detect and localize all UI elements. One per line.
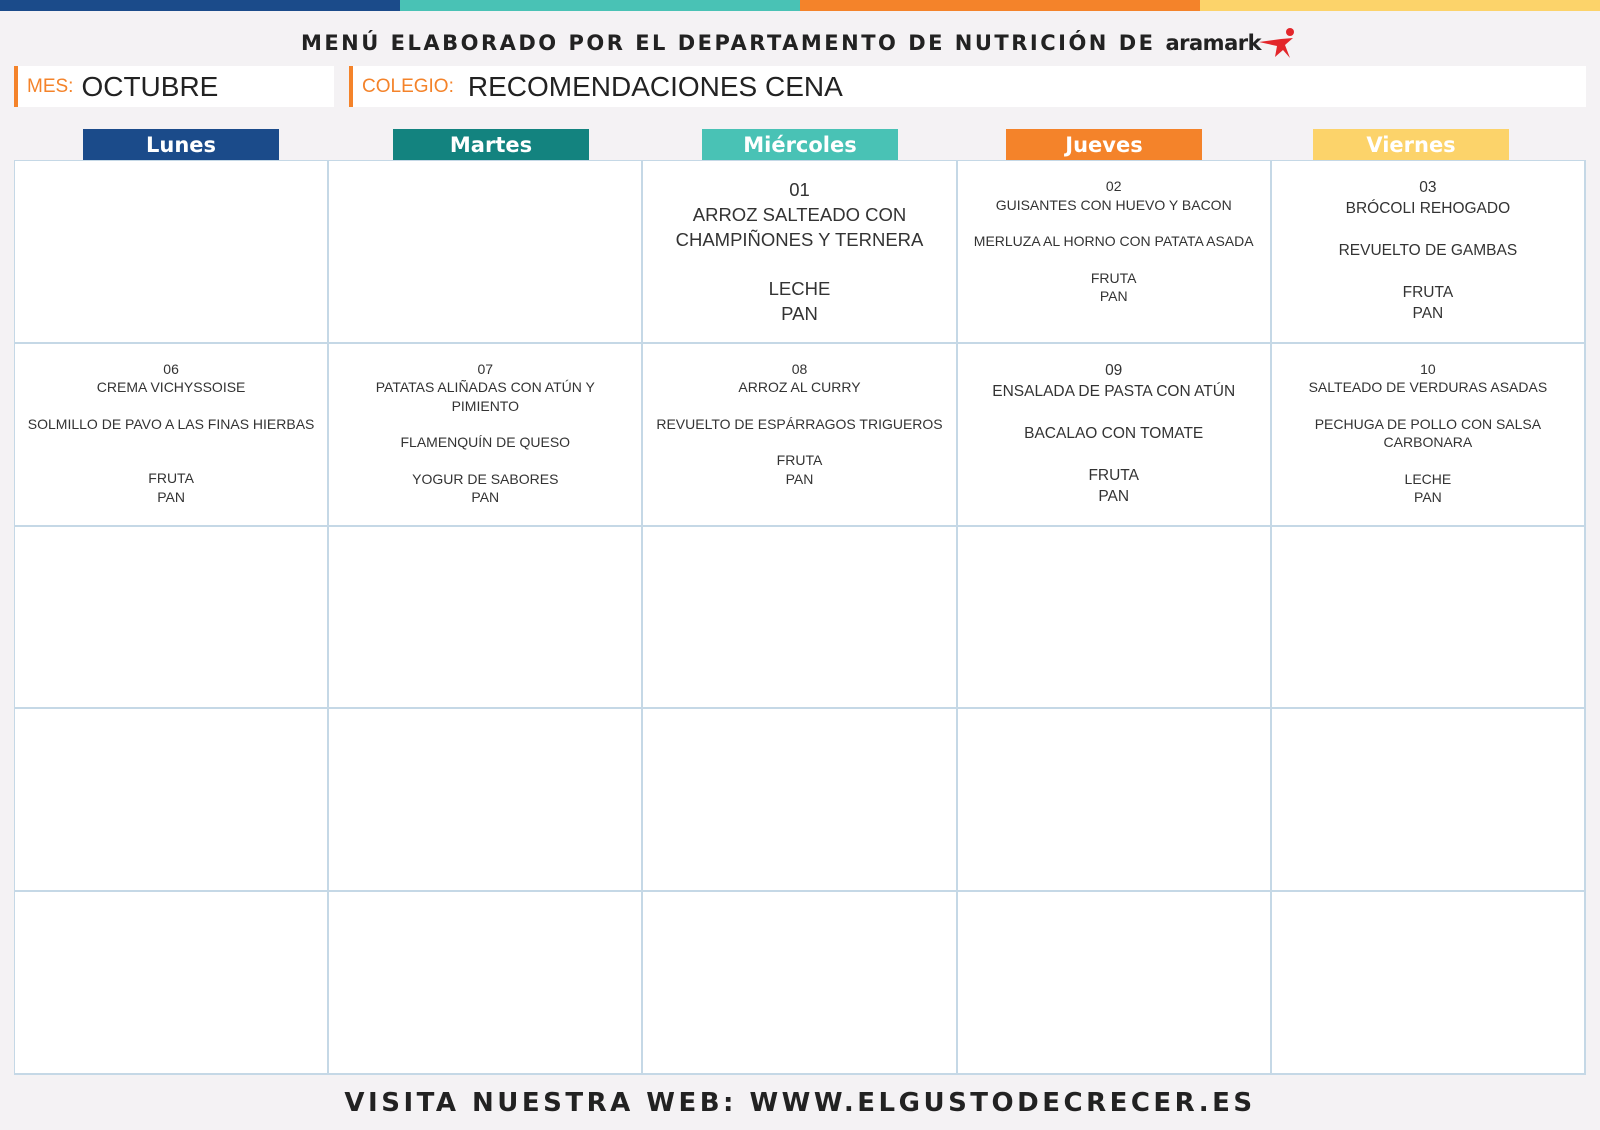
menu-item: PAN [1098, 487, 1130, 505]
line-spacer [966, 214, 1262, 232]
menu-item: PECHUGA DE POLLO CON SALSA CARBONARA [1314, 415, 1542, 451]
menu-item: PAN [157, 488, 185, 505]
stripe-teal [400, 0, 800, 11]
menu-item: CREMA VICHYSSOISE [96, 379, 246, 396]
day-number: 08 [791, 360, 808, 377]
day-header-viernes: Viernes [1313, 129, 1509, 161]
day-header-lunes: Lunes [83, 129, 279, 161]
menu-item: FLAMENQUÍN DE QUESO [400, 434, 571, 451]
menu-item: SOLMILLO DE PAVO A LAS FINAS HIERBAS [27, 415, 315, 432]
month-value: OCTUBRE [81, 70, 219, 102]
aramark-logo [1165, 26, 1299, 60]
line-spacer [966, 251, 1262, 269]
stripe-orange [800, 0, 1200, 11]
star-person-icon [1257, 26, 1299, 60]
logo-text: aramark [1165, 31, 1262, 55]
menu-item: PAN [781, 303, 818, 324]
menu-item: FRUTA [1090, 269, 1137, 286]
menu-item: FRUTA [148, 470, 194, 487]
line-spacer [23, 451, 319, 469]
day-cell-week2-viernes [1272, 344, 1586, 527]
day-cell-week3-martes [329, 527, 643, 710]
page-title [0, 26, 1600, 60]
day-cell-week5-miercoles [643, 892, 957, 1075]
day-cell-week2-jueves [958, 344, 1272, 527]
month-label: MES: [27, 75, 74, 97]
menu-item: REVUELTO DE GAMBAS [1338, 242, 1518, 259]
day-header-jueves: Jueves [1006, 129, 1202, 161]
line-spacer [1280, 452, 1576, 470]
day-number: 10 [1420, 360, 1436, 377]
website-footer: VISITA NUESTRA WEB: WWW.ELGUSTODECRECER.ES [344, 1088, 1256, 1118]
day-number: 06 [163, 360, 179, 377]
school-value: RECOMENDACIONES CENA [467, 70, 843, 102]
title-text: MENÚ ELABORADO POR EL DEPARTAMENTO DE NUTRICIÓN DE [300, 31, 1156, 55]
day-cell-week4-lunes [15, 709, 329, 892]
day-cell-week5-viernes [1272, 892, 1586, 1075]
color-stripe [0, 0, 1600, 11]
day-cell-week5-lunes [15, 892, 329, 1075]
line-spacer [337, 415, 633, 433]
day-cell-week2-lunes [15, 344, 329, 527]
day-cell-week1-martes [329, 161, 643, 344]
line-spacer [966, 444, 1262, 465]
menu-item: PAN [1099, 288, 1128, 304]
day-cell-week1-miercoles [643, 161, 957, 344]
menu-item: PAN [785, 470, 814, 487]
month-field [14, 66, 334, 107]
day-cell-week3-viernes [1272, 527, 1586, 710]
day-cell-week3-lunes [15, 527, 329, 710]
menu-item: GUISANTES CON HUEVO Y BACON [995, 196, 1232, 213]
menu-item: BACALAO CON TOMATE [1024, 424, 1204, 442]
day-cell-week1-lunes [15, 161, 329, 344]
menu-item: PAN [471, 489, 500, 506]
line-spacer [651, 252, 947, 276]
menu-item: LECHE [768, 278, 831, 299]
month-accent [14, 66, 18, 107]
day-number: 09 [1105, 361, 1123, 379]
school-accent [349, 66, 353, 107]
day-cell-week4-viernes [1272, 709, 1586, 892]
menu-item: FRUTA [1402, 284, 1454, 301]
day-cell-week1-viernes [1272, 161, 1586, 344]
day-header-martes: Martes [393, 129, 589, 161]
line-spacer [23, 433, 319, 451]
day-header-miercoles: Miércoles [702, 129, 898, 161]
day-cell-week2-martes [329, 344, 643, 527]
line-spacer [966, 402, 1262, 423]
menu-item: LECHE [1404, 470, 1452, 487]
menu-item: PAN [1414, 489, 1442, 506]
day-number: 02 [1105, 178, 1122, 194]
line-spacer [23, 397, 319, 415]
day-cell-week4-miercoles [643, 709, 957, 892]
school-label: COLEGIO: [362, 75, 454, 97]
line-spacer [1280, 261, 1576, 282]
line-spacer [651, 397, 947, 415]
menu-item: PATATAS ALIÑADAS CON ATÚN Y PIMIENTO [375, 379, 595, 414]
day-number: 01 [789, 179, 810, 200]
day-cell-week4-jueves [958, 709, 1272, 892]
day-number: 03 [1419, 179, 1437, 196]
stripe-yellow [1200, 0, 1600, 11]
menu-item: YOGUR DE SABORES [412, 470, 559, 487]
day-cell-week5-jueves [958, 892, 1272, 1075]
line-spacer [337, 452, 633, 470]
line-spacer [1280, 397, 1576, 415]
day-cell-week3-jueves [958, 527, 1272, 710]
day-cell-week3-miercoles [643, 527, 957, 710]
day-cell-week4-martes [329, 709, 643, 892]
line-spacer [1280, 219, 1576, 240]
day-cell-week1-jueves [958, 161, 1272, 344]
day-cell-week2-miercoles [643, 344, 957, 527]
day-number: 07 [477, 360, 494, 377]
menu-item: SALTEADO DE VERDURAS ASADAS [1308, 379, 1548, 396]
stripe-navy [0, 0, 400, 11]
menu-item: ENSALADA DE PASTA CON ATÚN [992, 382, 1236, 400]
menu-item: PAN [1412, 305, 1444, 322]
menu-item: FRUTA [1088, 466, 1139, 484]
school-field [349, 66, 1586, 107]
menu-item: ARROZ SALTEADO CON CHAMPIÑONES Y TERNERA [675, 204, 924, 250]
menu-item: MERLUZA AL HORNO CON PATATA ASADA [973, 233, 1254, 249]
menu-calendar-grid [14, 160, 1586, 1075]
menu-item: REVUELTO DE ESPÁRRAGOS TRIGUEROS [656, 415, 943, 432]
menu-item: ARROZ AL CURRY [738, 379, 861, 396]
menu-item: FRUTA [776, 452, 823, 469]
line-spacer [651, 433, 947, 451]
day-cell-week5-martes [329, 892, 643, 1075]
menu-item: BRÓCOLI REHOGADO [1345, 200, 1511, 217]
